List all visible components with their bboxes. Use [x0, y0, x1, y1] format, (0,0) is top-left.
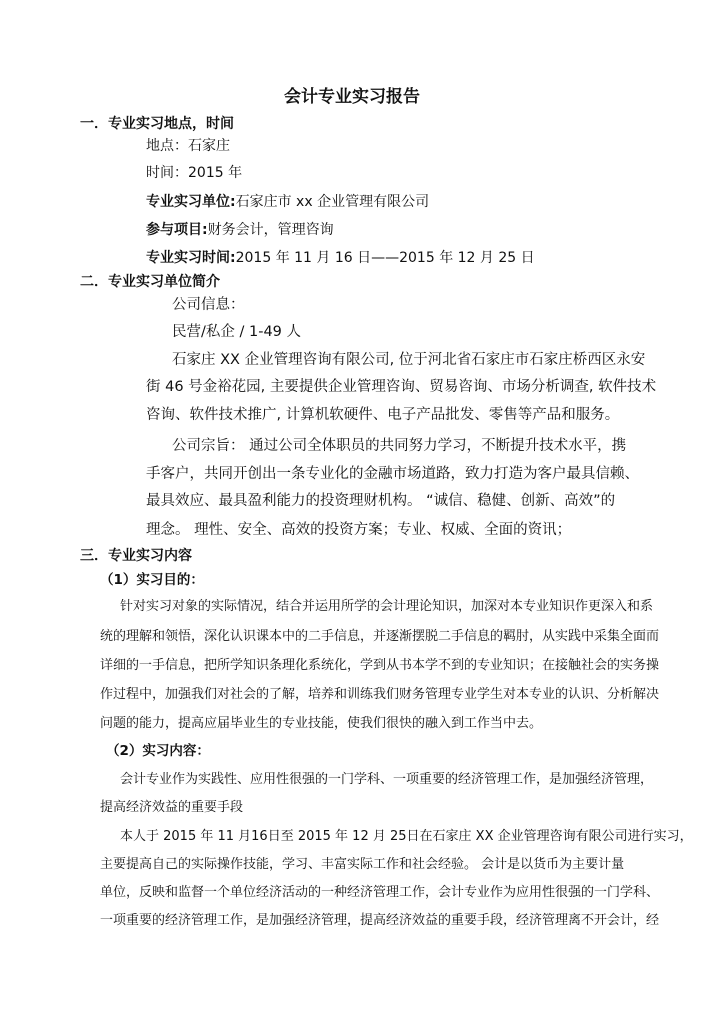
unit-line [146, 192, 429, 212]
company-type: 民营/私企 / 1-49 人 [172, 324, 302, 340]
intro-line: 石家庄 XX 企业管理咨询有限公司, 位于河北省石家庄市石家庄桥西区永安 [172, 352, 646, 368]
intro-line: 街 46 号金裕花园, 主要提供企业管理咨询、贸易咨询、市场分析调查, 软件技术 [146, 379, 657, 395]
tenet-line: 理念。 理性、安全、高效的投资方案；专业、权威、全面的资讯； [146, 522, 572, 538]
section-heading-1: 一．专业实习地点，时间 [80, 116, 234, 132]
content-line: 会计专业作为实践性、应用性很强的一门学科、一项重要的经济管理工作，是加强经济管理， [120, 772, 654, 787]
project-label: 参与项目: [146, 222, 208, 238]
purpose-line: 统的理解和领悟，深化认识课本中的二手信息，并逐渐摆脱二手信息的羁肘，从实践中采集全面而 [100, 629, 660, 644]
purpose-line: 针对实习对象的实际情况，结合并运用所学的会计理论知识，加深对本专业知识作更深入和系 [120, 599, 654, 614]
unit-label: 专业实习单位: [146, 194, 236, 210]
time-line: 时间：2015 年 [146, 165, 243, 181]
section-heading-3: 三．专业实习内容 [80, 548, 192, 564]
unit-value: 石家庄市 xx 企业管理有限公司 [235, 194, 430, 210]
content-line: 本人于 2015 年 11 月16日至 2015 年 12 月 25日在石家庄 XX 企业管理咨询有限公司进行实习， [120, 829, 693, 844]
tenet-line: 公司宗旨： 通过公司全体职员的共同努力学习，不断提升技术水平，携 [172, 438, 627, 454]
period-value: 2015 年 11 月 16 日——2015 年 12 月 25 日 [235, 250, 535, 266]
purpose-line: 问题的能力，提高应届毕业生的专业技能，使我们很快的融入到工作当中去。 [100, 716, 543, 731]
tenet-line: 手客户，共同开创出一条专业化的金融市场道路，致力打造为客户最具信赖、 [146, 466, 639, 482]
period-line [146, 248, 535, 268]
company-info-label: 公司信息： [172, 297, 245, 313]
place-line: 地点：石家庄 [146, 138, 230, 154]
content-line: 单位，反映和监督一个单位经济活动的一种经济管理工作，会计专业作为应用性很强的一门学科、 [100, 885, 660, 900]
content-line: 提高经济效益的重要手段 [100, 800, 244, 815]
subheading-content: （2）实习内容： [106, 743, 210, 759]
content-line: 主要提高自己的实际操作技能，学习、丰富实际工作和社会经验。 会计是以货币为主要计量 [100, 857, 625, 872]
section-heading-2: 二．专业实习单位简介 [80, 274, 220, 290]
subheading-purpose: （1）实习目的： [100, 572, 204, 588]
purpose-line: 作过程中，加强我们对社会的了解，培养和训练我们财务管理专业学生对本专业的认识、分析解决 [100, 687, 660, 702]
document-title: 会计专业实习报告 [284, 87, 420, 107]
project-line [146, 220, 334, 240]
intro-line: 咨询、软件技术推广, 计算机软硬件、电子产品批发、零售等产品和服务。 [146, 407, 620, 423]
project-value: 财务会计，管理咨询 [207, 222, 334, 238]
purpose-line: 详细的一手信息，把所学知识条理化系统化，学到从书本学不到的专业知识；在接触社会的实务操 [100, 658, 660, 673]
tenet-line: 最具效应、最具盈利能力的投资理财机构。 “诚信、稳健、创新、高效”的 [146, 493, 616, 509]
period-label: 专业实习时间: [146, 250, 236, 266]
content-line: 一项重要的经济管理工作，是加强经济管理，提高经济效益的重要手段，经济管理离不开会计，经 [100, 913, 660, 928]
